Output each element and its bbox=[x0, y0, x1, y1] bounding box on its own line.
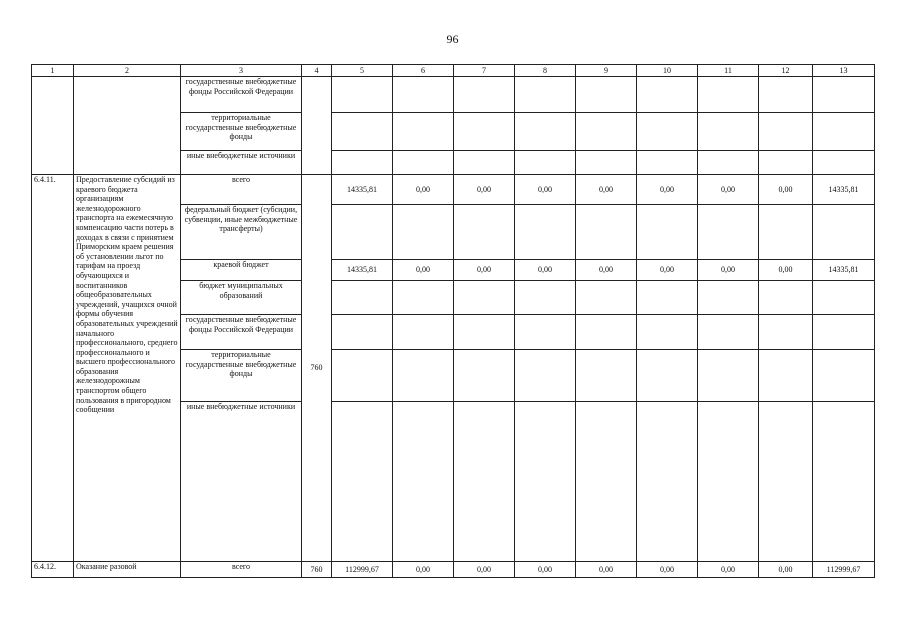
value-cell: 0,00 bbox=[759, 562, 813, 578]
level-cell: всего bbox=[181, 562, 302, 578]
value-cell: 0,00 bbox=[698, 562, 759, 578]
level-cell: территориальные государственные внебюджетные фонды bbox=[181, 350, 302, 402]
value-cell: 0,00 bbox=[759, 175, 813, 205]
code-cell bbox=[32, 77, 74, 175]
value-cell: 0,00 bbox=[698, 175, 759, 205]
value-cell: 0,00 bbox=[759, 260, 813, 281]
value-cell: 0,00 bbox=[515, 562, 576, 578]
level-cell: бюджет муниципальных образований bbox=[181, 281, 302, 315]
col-header: 5 bbox=[332, 65, 393, 77]
value-cell: 0,00 bbox=[576, 175, 637, 205]
value-cell: 0,00 bbox=[637, 175, 698, 205]
level-cell: краевой бюджет bbox=[181, 260, 302, 281]
column-header-row bbox=[32, 65, 875, 77]
value-cell: 112999,67 bbox=[332, 562, 393, 578]
code-cell: 6.4.12. bbox=[32, 562, 74, 578]
col-header: 2 bbox=[74, 65, 181, 77]
page-number: 96 bbox=[446, 32, 459, 46]
value-cell: 0,00 bbox=[393, 260, 454, 281]
col-header: 3 bbox=[181, 65, 302, 77]
value-cell: 14335,81 bbox=[813, 260, 875, 281]
col-header: 12 bbox=[759, 65, 813, 77]
value-cell: 0,00 bbox=[515, 260, 576, 281]
value-cell: 0,00 bbox=[393, 175, 454, 205]
value-cell: 0,00 bbox=[454, 175, 515, 205]
col4-cell: 760 bbox=[302, 562, 332, 578]
value-cell: 0,00 bbox=[454, 562, 515, 578]
level-cell: федеральный бюджет (субсидии, субвенции, иные межбюджетные трансферты) bbox=[181, 205, 302, 260]
level-cell: государственные внебюджетные фонды Российской Федерации bbox=[181, 315, 302, 350]
col-header: 9 bbox=[576, 65, 637, 77]
col4-cell bbox=[302, 77, 332, 175]
level-cell: иные внебюджетные источники bbox=[181, 151, 302, 175]
table-row bbox=[32, 562, 875, 578]
col-header: 6 bbox=[393, 65, 454, 77]
value-cell: 0,00 bbox=[454, 260, 515, 281]
col-header: 4 bbox=[302, 65, 332, 77]
col-header: 11 bbox=[698, 65, 759, 77]
value-cell: 14335,81 bbox=[332, 175, 393, 205]
code-cell: 6.4.11. bbox=[32, 175, 74, 562]
col-header: 8 bbox=[515, 65, 576, 77]
name-cell: Предоставление субсидий из краевого бюджета организациям железнодорожного транспорта на ежемесячную компенсацию части потерь в доходах в связи с принятием Приморским краем решения об установлении льгот по тарифам на проезд обучающихся и воспитанников общеобразовательных учреждений, учащихся очной формы обучения образовательных учреждений начального профессионального, среднего профессионального и высшего профессионального образования железнодорожным транспортом общего пользования в пригородном сообщении bbox=[74, 175, 181, 562]
name-cell bbox=[74, 77, 181, 175]
value-cell: 0,00 bbox=[515, 175, 576, 205]
level-cell: иные внебюджетные источники bbox=[181, 402, 302, 562]
col-header: 7 bbox=[454, 65, 515, 77]
col4-cell: 760 bbox=[302, 175, 332, 562]
table-row bbox=[32, 175, 875, 205]
name-cell: Оказание разовой bbox=[74, 562, 181, 578]
level-cell: государственные внебюджетные фонды Российской Федерации bbox=[181, 77, 302, 113]
value-cell: 0,00 bbox=[698, 260, 759, 281]
value-cell: 0,00 bbox=[393, 562, 454, 578]
col-header: 10 bbox=[637, 65, 698, 77]
value-cell: 0,00 bbox=[576, 260, 637, 281]
value-cell: 0,00 bbox=[637, 260, 698, 281]
col-header: 1 bbox=[32, 65, 74, 77]
value-cell: 112999,67 bbox=[813, 562, 875, 578]
table-row bbox=[32, 77, 875, 113]
value-cell: 0,00 bbox=[637, 562, 698, 578]
level-cell: территориальные государственные внебюджетные фонды bbox=[181, 113, 302, 151]
value-cell: 14335,81 bbox=[332, 260, 393, 281]
value-cell: 0,00 bbox=[576, 562, 637, 578]
level-cell: всего bbox=[181, 175, 302, 205]
value-cell: 14335,81 bbox=[813, 175, 875, 205]
col-header: 13 bbox=[813, 65, 875, 77]
budget-table bbox=[31, 64, 875, 578]
